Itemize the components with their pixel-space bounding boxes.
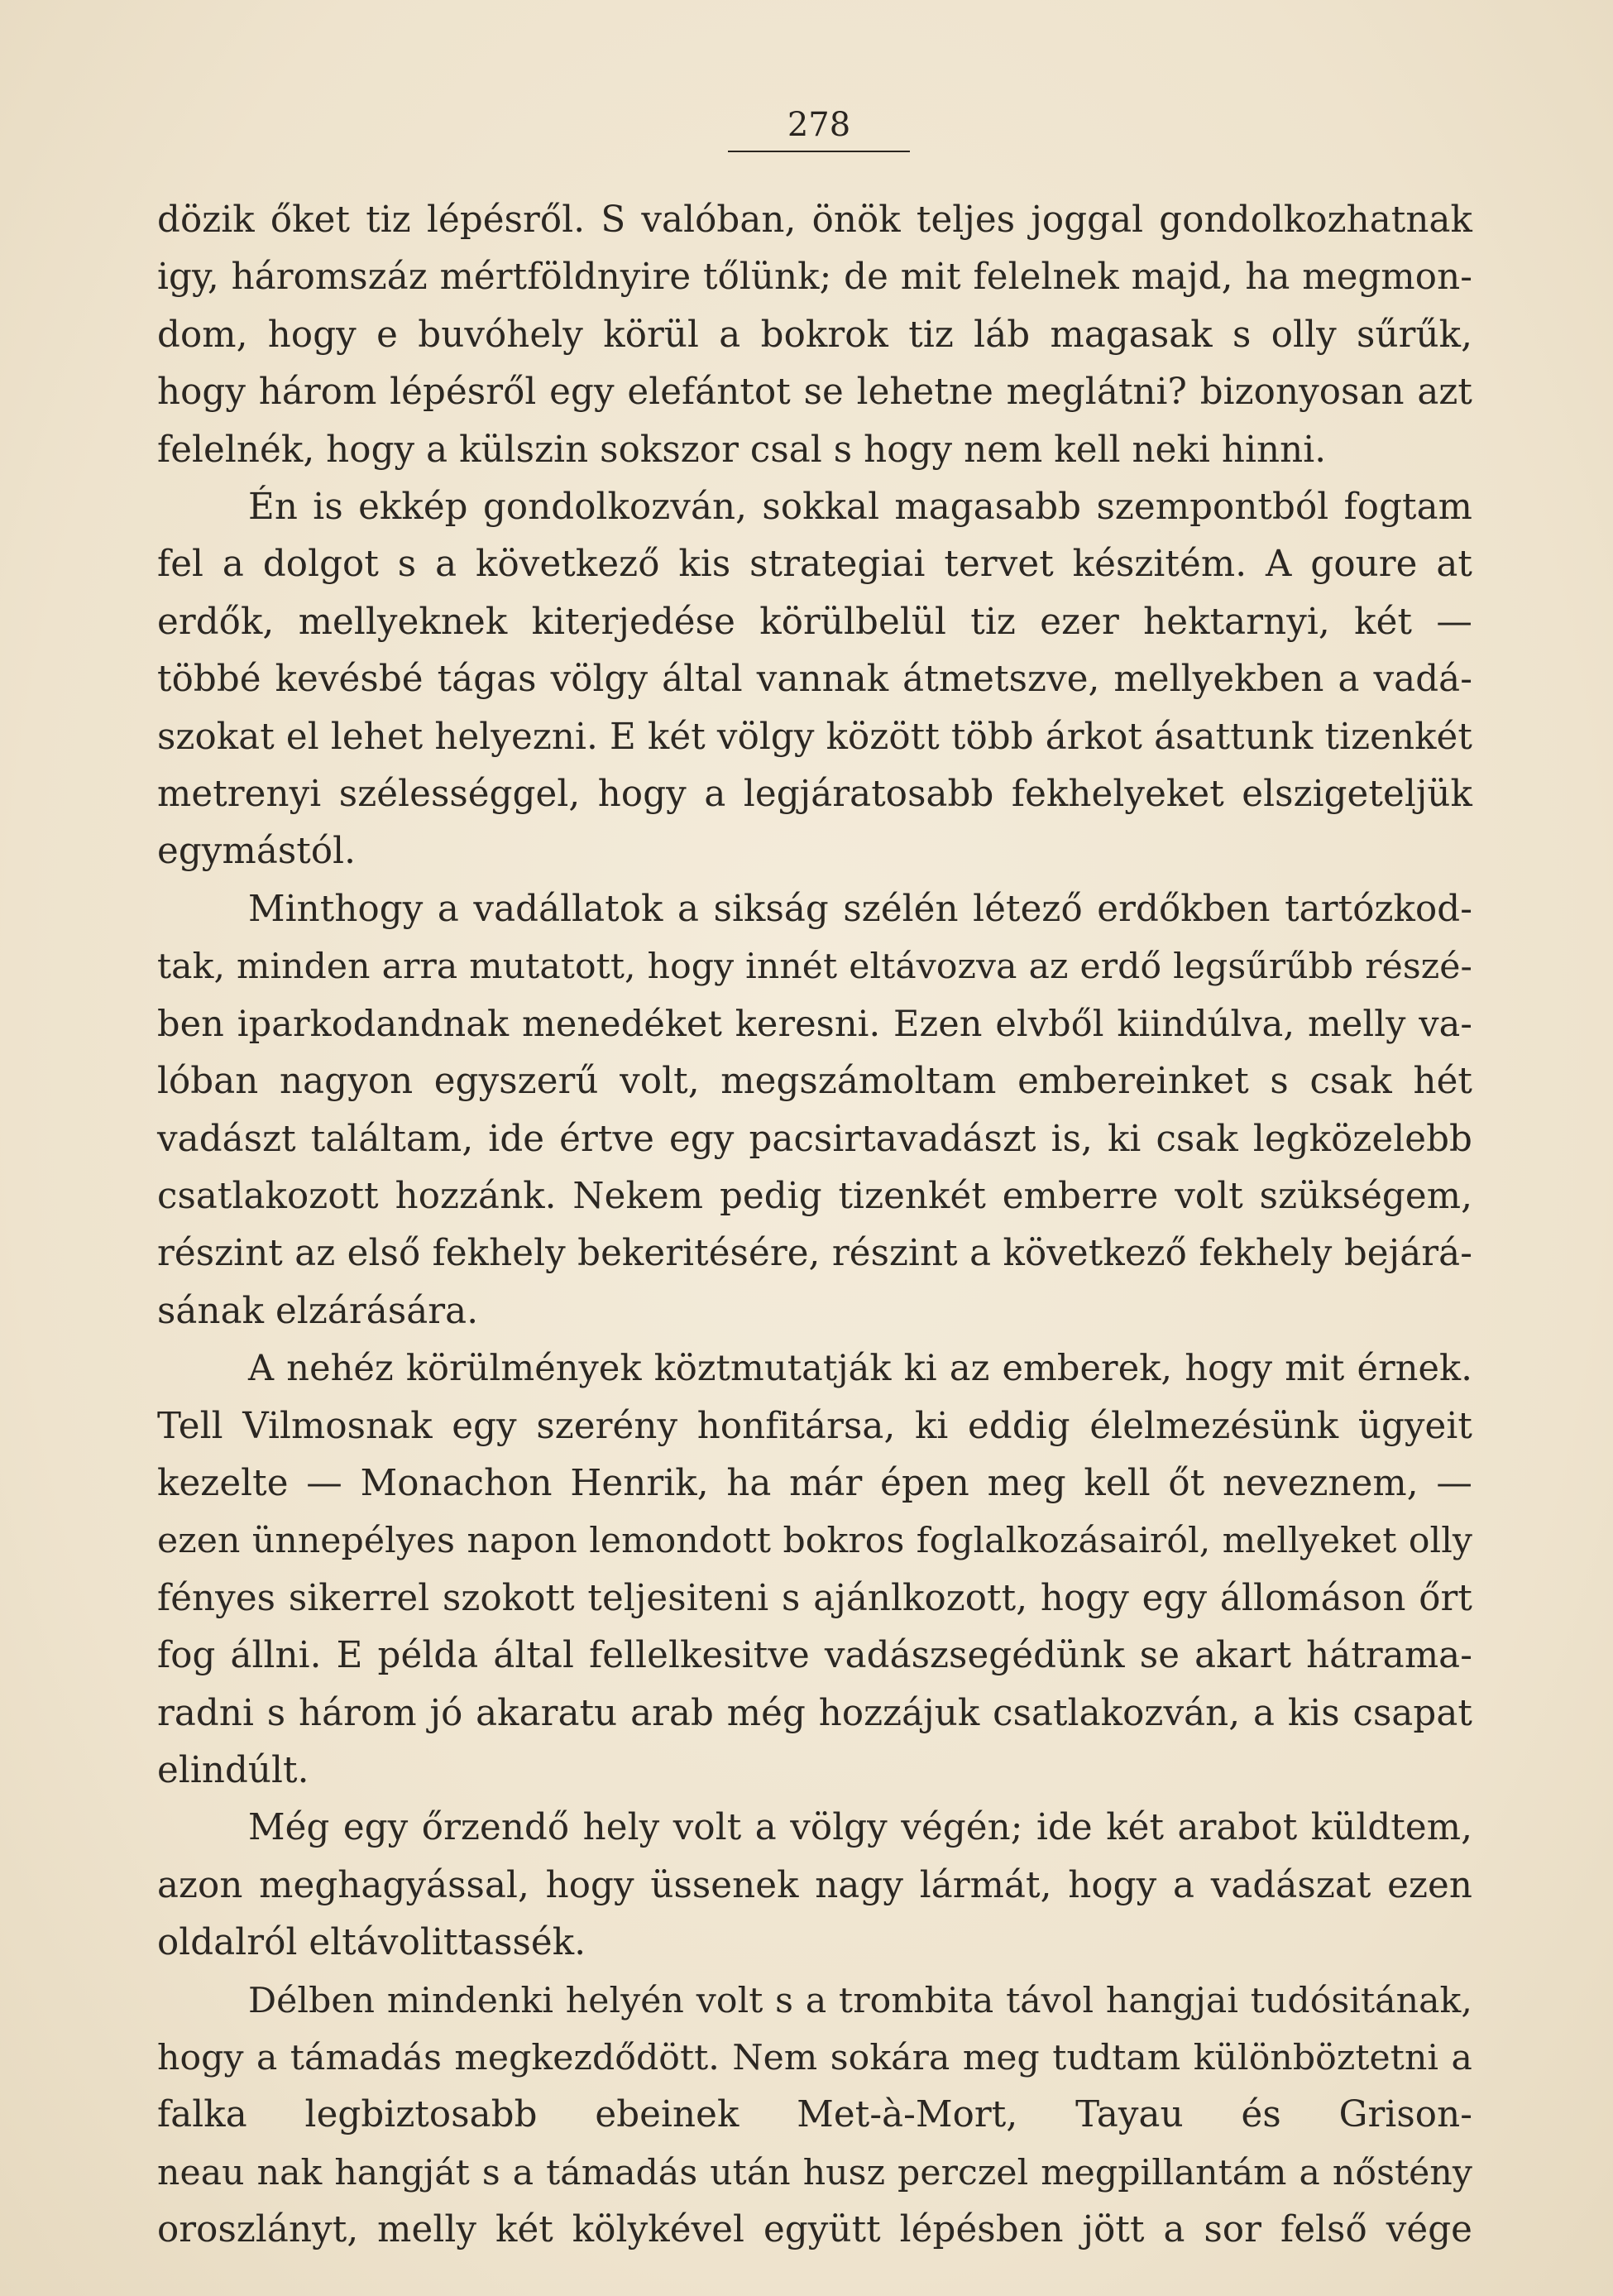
text-line: ezen ünnepélyes napon lemondott bokros foglalkozásairól, mellyeket olly (157, 1521, 1472, 1562)
text-line: Még egy őrzendő hely volt a völgy végén; ide két arabot küldtem, (248, 1807, 1472, 1849)
text-line: kezelte — Monachon Henrik, ha már épen meg kell őt neveznem, — (157, 1462, 1472, 1504)
text-line: igy, háromszáz mértföldnyire tőlünk; de mit felelnek majd, ha megmon- (157, 256, 1472, 299)
text-line: tak, minden arra mutatott, hogy innét eltávozva az erdő legsűrűbb részé- (157, 947, 1472, 988)
text-line: lóban nagyon egyszerű volt, megszámoltam embereinket s csak hét (157, 1061, 1472, 1103)
text-line: radni s három jó akaratu arab még hozzájuk csatlakozván, a kis csapat (157, 1692, 1472, 1734)
text-line: Délben mindenki helyén volt s a trombita távol hangjai tudósitának, (248, 1980, 1472, 2021)
text-line: fog állni. E példa által fellelkesitve vadászsegédünk se akart hátrama- (157, 1635, 1472, 1677)
text-line: Én is ekkép gondolkozván, sokkal magasabb szempontból fogtam (248, 487, 1472, 529)
paragraph (157, 1340, 1472, 1800)
text-line: Tell Vilmosnak egy szerény honfitársa, ki eddig élelmezésünk ügyeit (157, 1405, 1472, 1447)
text-line: oroszlányt, melly két kölykével együtt lépésben jött a sor felső vége (157, 2209, 1472, 2251)
text-line: szokat el lehet helyezni. E két völgy között több árkot ásattunk tizenkét (157, 716, 1472, 758)
paragraph (157, 881, 1472, 1340)
text-line: erdők, mellyeknek kiterjedése körülbelül tiz ezer hektarnyi, két — (157, 601, 1472, 643)
text-line: hogy három lépésről egy elefántot se lehetne meglátni? bizonyosan azt (157, 371, 1472, 414)
text-line: falka legbiztosabb ebeinek Met-à-Mort, Tayau és Grison- (157, 2094, 1472, 2136)
text-line: Minthogy a vadállatok a sikság szélén létező erdőkben tartózkod- (248, 888, 1472, 930)
text-line: ben iparkodandnak menedéket keresni. Ezen elvből kiindúlva, melly va- (157, 1003, 1472, 1045)
text-line: fényes sikerrel szokott teljesiteni s ajánlkozott, hogy egy állomáson őrt (157, 1577, 1472, 1619)
text-line: hogy a támadás megkezdődött. Nem sokára meg tudtam különböztetni a (157, 2038, 1472, 2078)
text-line: metrenyi szélességgel, hogy a legjáratosabb fekhelyeket elszigeteljük (157, 774, 1472, 816)
text-line: dom, hogy e buvóhely körül a bokrok tiz láb magasak s olly sűrűk, (157, 314, 1472, 356)
page-number: 278 (728, 106, 910, 152)
paragraph (157, 1800, 1472, 1972)
text-line: elindúlt. (157, 1749, 309, 1791)
text-line: oldalról eltávolittassék. (157, 1922, 586, 1964)
text-line: neau nak hangját s a támadás után husz perczel megpillantám a nőstény (157, 2152, 1472, 2193)
text-line: sának elzárására. (157, 1290, 479, 1332)
text-line: A nehéz körülmények köztmutatják ki az emberek, hogy mit érnek. (248, 1348, 1472, 1390)
paragraph (157, 479, 1472, 881)
body-text (157, 192, 1472, 2260)
text-line: egymástól. (157, 831, 357, 873)
text-line: azon meghagyással, hogy üssenek nagy lármát, hogy a vadászat ezen (157, 1864, 1472, 1906)
text-line: többé kevésbé tágas völgy által vannak átmetszve, mellyekben a vadá- (157, 659, 1472, 701)
text-line: csatlakozott hozzánk. Nekem pedig tizenkét emberre volt szükségem, (157, 1175, 1472, 1217)
text-line: vadászt találtam, ide értve egy pacsirtavadászt is, ki csak legközelebb (157, 1118, 1472, 1160)
paragraph (157, 192, 1472, 479)
text-line: fel a dolgot s a következő kis strategiai tervet készitém. A goure at (157, 544, 1472, 586)
text-line: részint az első fekhely bekeritésére, részint a következő fekhely bejárá- (157, 1233, 1472, 1275)
text-line: dözik őket tiz lépésről. S valóban, önök teljes joggal gondolkozhatnak (157, 199, 1472, 241)
text-line: felelnék, hogy a külszin sokszor csal s hogy nem kell neki hinni. (157, 429, 1327, 471)
paragraph (157, 1972, 1472, 2260)
